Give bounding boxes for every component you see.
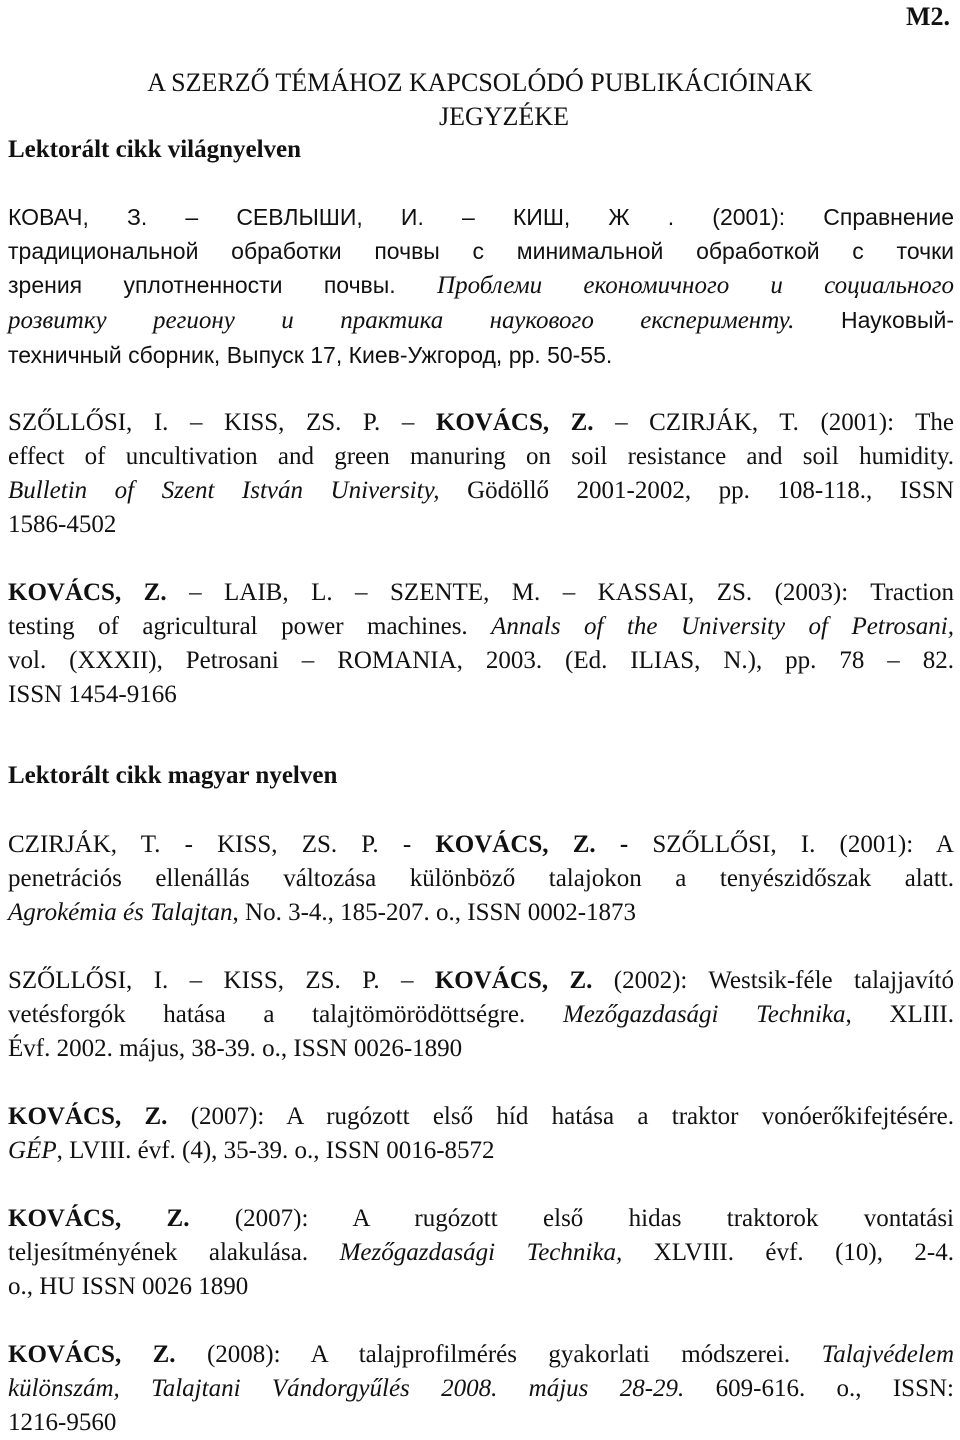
author-highlight: KOVÁCS, Z. [8,1103,168,1130]
journal-title: Agrokémia és Talajtan [8,899,233,926]
entry-text: XLVIII. évf. (10), 2-4. [622,1239,955,1266]
entry-text: vetésforgók hatása a talajtömörödöttségre. [8,1001,563,1028]
entry-line [8,1372,954,1406]
journal-title: különszám, Talajtani Vándorgyűlés 2008. május 28-29. [8,1375,685,1402]
author-highlight: KOVÁCS, Z. [434,967,593,994]
journal-title: Mezőgazdasági Technika [562,1001,846,1028]
journal-title: GÉP [8,1137,57,1164]
entry-text: teljesítményének alakulása. [8,1239,340,1266]
title-line-1: A SZERZŐ TÉMÁHOZ KAPCSOLÓDÓ PUBLIKÁCIÓINAK [147,68,813,97]
authors: SZŐLLŐSI, I. – KISS, ZS. P. – [8,967,435,994]
journal-title: розвитку региону и практика наукового експерименту. [8,307,795,334]
entry-text: (2007): A rugózott első hidas traktorok vontatási [189,1205,954,1232]
entry-line: техничный сборник, Выпуск 17, Киев-Ужгород, pp. 50-55. [8,342,613,368]
author-highlight: KOVÁCS, Z. [8,1341,176,1368]
author-highlight: KOVÁCS, Z. [435,409,594,436]
entry-line [8,303,954,338]
entry-line: vol. (XXXII), Petrosani – ROMANIA, 2003. (Ed. ILIAS, N.), pp. 78 – 82. [8,647,954,674]
entry-line: 1216-9560 [8,1409,117,1436]
journal-title: Проблеми економичного и социального [437,272,954,299]
publication-entry [8,406,954,542]
entry-text: 609-616. o., ISSN: [684,1375,954,1402]
entry-text: (2007): A rugózott első híd hatása a traktor vonóerőkifejtésére. [167,1103,954,1130]
entry-text: , LVIII. évf. (4), 35-39. o., ISSN 0016-8572 [56,1137,495,1164]
entry-line [8,1202,954,1236]
entry-line [8,576,954,610]
entry-text: – LAIB, L. – SZENTE, M. – KASSAI, ZS. (2003): Traction [166,579,954,606]
entry-text: Gödöllő 2001-2002, pp. 108-118., ISSN [439,477,954,504]
entry-line: ISSN 1454-9166 [8,681,177,708]
publication-entry [8,828,954,930]
entry-line [8,268,954,303]
entry-text: SZŐLLŐSI, I. (2001): A [628,831,954,858]
publication-entry [8,1202,954,1304]
section-heading-hungarian: Lektorált cikk magyar nyelven [8,762,338,789]
entry-line: penetrációs ellenállás változása különböző talajokon a tenyészidőszak alatt. [8,865,954,892]
entry-line: effect of uncultivation and green manuring on soil resistance and soil humidity. [8,443,954,470]
entry-line: традициональной обработки почвы с минимальной обработкой с точки [8,238,954,264]
author-highlight: KOVÁCS, Z. - [435,831,629,858]
entry-line: Évf. 2002. május, 38-39. o., ISSN 0026-1890 [8,1035,463,1062]
entry-text: Науковый- [794,307,954,333]
entry-text: , XLIII. [845,1001,954,1028]
author-highlight: KOVÁCS, Z. [8,1205,190,1232]
title-line-2: JEGYZÉKE [439,102,569,131]
publication-entry [8,1338,954,1440]
section-heading-foreign: Lektorált cikk világnyelven [8,136,302,163]
publication-entry [8,964,954,1066]
entry-line [8,1100,954,1134]
publication-entry [8,1100,954,1168]
publication-entry [8,200,954,372]
journal-title: Annals of the University of Petrosani, [491,613,954,640]
entry-line [8,896,954,930]
entry-line [8,964,954,998]
page-number: M2. [905,2,950,31]
entry-line [8,406,954,440]
entry-line [8,610,954,644]
entry-line [8,1338,954,1372]
entry-line: o., HU ISSN 0026 1890 [8,1273,249,1300]
entry-line [8,474,954,508]
entry-text: (2008): A talajprofilmérés gyakorlati módszerei. [175,1341,822,1368]
entry-text: testing of agricultural power machines. [8,613,492,640]
entry-line: 1586-4502 [8,511,117,538]
entry-line [8,998,954,1032]
entry-text: зрения уплотненности почвы. [8,272,438,298]
publication-entry [8,576,954,712]
journal-title: Bulletin of Szent István University, [8,477,440,504]
entry-line: КОВАЧ, З. – СЕВЛЫШИ, И. – КИШ, Ж . (2001): Справнение [8,204,954,230]
entry-text: – CZIRJÁK, T. (2001): The [593,409,955,436]
journal-title: Talajvédelem [821,1341,954,1368]
entry-line [8,1236,954,1270]
document-title [0,66,960,134]
entry-text: , No. 3-4., 185-207. o., ISSN 0002-1873 [232,899,637,926]
author-highlight: KOVÁCS, Z. [8,579,167,606]
entry-line [8,828,954,862]
journal-title: Mezőgazdasági Technika, [339,1239,623,1266]
authors: CZIRJÁK, T. - KISS, ZS. P. - [8,831,436,858]
entry-line [8,1134,954,1168]
authors: SZŐLLŐSI, I. – KISS, ZS. P. – [8,409,436,436]
entry-text: (2002): Westsik-féle talajjavító [592,967,954,994]
